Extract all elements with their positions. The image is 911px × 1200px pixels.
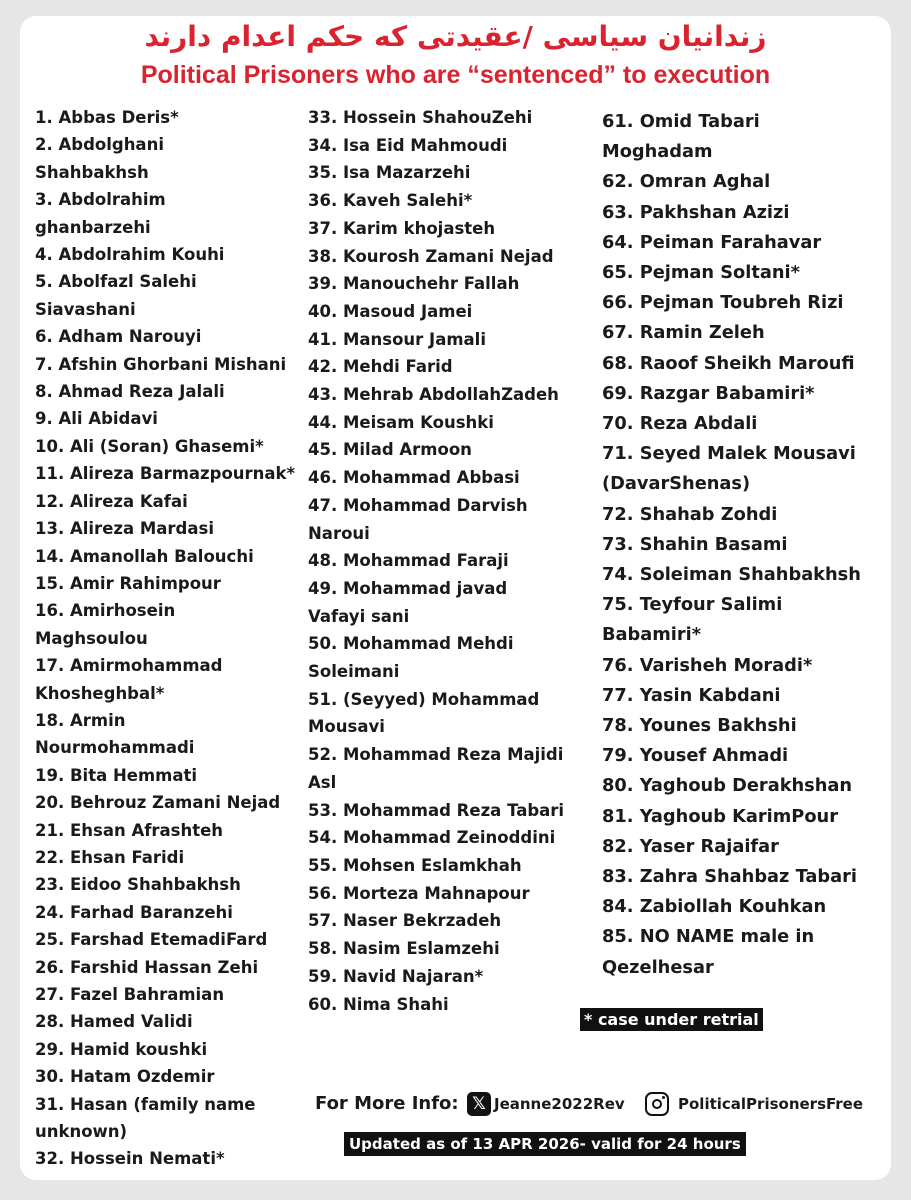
list-item: 32. Hossein Nemati* <box>35 1149 225 1169</box>
list-item: 28. Hamed Validi <box>35 1012 193 1032</box>
list-item: 80. Yaghoub Derakhshan <box>602 775 853 797</box>
list-item: (DavarShenas) <box>602 473 751 495</box>
list-item: 21. Ehsan Afrashteh <box>35 820 224 840</box>
list-item: Moghadam <box>602 141 713 163</box>
title-english: Political Prisoners who are “sentenced” to execution <box>140 61 771 89</box>
list-item: 18. Armin <box>35 710 126 730</box>
list-item: 27. Fazel Bahramian <box>35 985 225 1004</box>
x-logo-icon: 𝕏 <box>467 1092 491 1116</box>
list-item: 43. Mehrab AbdollahZadeh <box>308 385 559 405</box>
list-item: 65. Pejman Soltani* <box>602 262 800 284</box>
list-item: 61. Omid Tabari <box>602 111 760 132</box>
list-item: 57. Naser Bekrzadeh <box>308 911 502 931</box>
prisoner-list-column-3 <box>602 107 887 983</box>
updated-note: Updated as of 13 APR 2026- valid for 24 hours <box>344 1132 746 1156</box>
list-item: 62. Omran Aghal <box>602 171 771 193</box>
instagram-icon <box>645 1092 669 1116</box>
list-item: 20. Behrouz Zamani Nejad <box>35 793 281 813</box>
list-item: 15. Amir Rahimpour <box>35 573 221 593</box>
list-item: 25. Farshad EtemadiFard <box>35 930 268 950</box>
prisoner-list-column-2 <box>308 104 593 1018</box>
list-item: 39. Manouchehr Fallah <box>308 274 520 294</box>
list-item: 84. Zabiollah Kouhkan <box>602 896 827 918</box>
list-item: Babamiri* <box>602 624 702 646</box>
title-persian: زندانیان سیاسی /عقیدتی که حکم اعدام دارند <box>144 20 767 53</box>
list-item: 24. Farhad Baranzehi <box>35 902 233 922</box>
list-item: Soleimani <box>308 662 400 682</box>
list-item: 2. Abdolghani <box>35 135 164 155</box>
list-item: 72. Shahab Zohdi <box>602 503 778 525</box>
list-item: 83. Zahra Shahbaz Tabari <box>602 866 858 888</box>
list-item: 85. NO NAME male in <box>602 926 815 948</box>
list-item: 31. Hasan (family name <box>35 1094 256 1114</box>
list-item: Khosheghbal* <box>35 683 165 703</box>
list-item: Shahbakhsh <box>35 162 149 182</box>
list-item: 69. Razgar Babamiri* <box>602 382 815 404</box>
list-item: 73. Shahin Basami <box>602 533 788 555</box>
list-item: 82. Yaser Rajaifar <box>602 835 779 857</box>
list-item: 58. Nasim Eslamzehi <box>308 939 500 959</box>
list-item: 17. Amirmohammad <box>35 656 223 676</box>
list-item: 52. Mohammad Reza Majidi <box>308 745 564 765</box>
x-handle: Jeanne2022Rev <box>494 1095 625 1113</box>
list-item: 1. Abbas Deris* <box>35 108 179 127</box>
list-item: 53. Mohammad Reza Tabari <box>308 800 565 820</box>
list-item: 41. Mansour Jamali <box>308 329 486 349</box>
list-item: 26. Farshid Hassan Zehi <box>35 957 259 977</box>
list-item: 78. Younes Bakhshi <box>602 715 797 737</box>
list-item: Mousavi <box>308 717 385 737</box>
instagram-link[interactable] <box>645 1090 863 1118</box>
list-item: ghanbarzehi <box>35 217 151 237</box>
list-item: 77. Yasin Kabdani <box>602 684 781 706</box>
list-item: Siavashani <box>35 299 136 319</box>
list-item: Qezelhesar <box>602 956 714 978</box>
list-item: 74. Soleiman Shahbakhsh <box>602 564 861 586</box>
list-item: 29. Hamid koushki <box>35 1039 208 1059</box>
list-item: unknown) <box>35 1122 128 1142</box>
list-item: 33. Hossein ShahouZehi <box>308 108 533 127</box>
list-item: 16. Amirhosein <box>35 601 176 621</box>
list-item: 64. Peiman Farahavar <box>602 231 822 253</box>
list-item: 81. Yaghoub KarimPour <box>602 805 838 827</box>
list-item: 40. Masoud Jamei <box>308 301 473 321</box>
list-item: Vafayi sani <box>308 606 410 626</box>
list-item: 10. Ali (Soran) Ghasemi* <box>35 436 264 456</box>
list-item: 35. Isa Mazarzehi <box>308 163 471 183</box>
list-item: 23. Eidoo Shahbakhsh <box>35 875 241 895</box>
list-item: 48. Mohammad Faraji <box>308 551 509 571</box>
list-item: 13. Alireza Mardasi <box>35 519 214 539</box>
list-item: 9. Ali Abidavi <box>35 409 158 429</box>
list-item: 3. Abdolrahim <box>35 190 166 210</box>
list-item: 56. Morteza Mahnapour <box>308 883 530 903</box>
list-item: 71. Seyed Malek Mousavi <box>602 443 856 465</box>
list-item: 70. Reza Abdali <box>602 413 758 435</box>
list-item: 34. Isa Eid Mahmoudi <box>308 135 508 155</box>
list-item: 4. Abdolrahim Kouhi <box>35 245 225 265</box>
list-item: 11. Alireza Barmazpournak* <box>35 464 296 484</box>
list-item: 60. Nima Shahi <box>308 994 449 1014</box>
list-item: 50. Mohammad Mehdi <box>308 634 514 654</box>
list-item: 47. Mohammad Darvish <box>308 495 528 515</box>
list-item: 30. Hatam Ozdemir <box>35 1067 215 1087</box>
prisoner-list-column-1 <box>35 104 300 1173</box>
list-item: 79. Yousef Ahmadi <box>602 745 789 767</box>
list-item: Asl <box>308 772 337 792</box>
list-item: 63. Pakhshan Azizi <box>602 201 790 223</box>
list-item: 54. Mohammad Zeinoddini <box>308 828 556 848</box>
instagram-handle: PoliticalPrisonersFree <box>678 1095 864 1113</box>
list-item: 51. (Seyyed) Mohammad <box>308 689 540 709</box>
more-info-label: For More Info: <box>315 1093 459 1114</box>
x-link[interactable] <box>467 1090 625 1118</box>
list-item: 46. Mohammad Abbasi <box>308 468 520 488</box>
list-item: 5. Abolfazl Salehi <box>35 272 197 292</box>
list-item: 49. Mohammad javad <box>308 578 508 598</box>
list-item: Naroui <box>308 523 370 543</box>
list-item: Maghsoulou <box>35 628 148 648</box>
list-item: 12. Alireza Kafai <box>35 491 188 511</box>
list-item: 7. Afshin Ghorbani Mishani <box>35 354 287 374</box>
list-item: 6. Adham Narouyi <box>35 327 202 347</box>
list-item: 22. Ehsan Faridi <box>35 847 185 867</box>
list-item: 59. Navid Najaran* <box>308 966 484 986</box>
list-item: 42. Mehdi Farid <box>308 357 453 377</box>
list-item: 45. Milad Armoon <box>308 440 472 460</box>
list-item: 55. Mohsen Eslamkhah <box>308 855 522 875</box>
list-item: 76. Varisheh Moradi* <box>602 654 813 676</box>
list-item: 38. Kourosh Zamani Nejad <box>308 246 554 266</box>
list-item: 75. Teyfour Salimi <box>602 594 783 616</box>
list-item: 8. Ahmad Reza Jalali <box>35 382 225 402</box>
list-item: 67. Ramin Zeleh <box>602 322 765 344</box>
list-item: Nourmohammadi <box>35 738 195 758</box>
list-item: 14. Amanollah Balouchi <box>35 546 254 566</box>
list-item: 37. Karim khojasteh <box>308 218 496 238</box>
list-item: 36. Kaveh Salehi* <box>308 191 473 211</box>
list-item: 66. Pejman Toubreh Rizi <box>602 292 844 314</box>
list-item: 44. Meisam Koushki <box>308 412 494 432</box>
retrial-note: * case under retrial <box>580 1008 763 1031</box>
list-item: 68. Raoof Sheikh Maroufi <box>602 352 855 374</box>
list-item: 19. Bita Hemmati <box>35 765 198 785</box>
